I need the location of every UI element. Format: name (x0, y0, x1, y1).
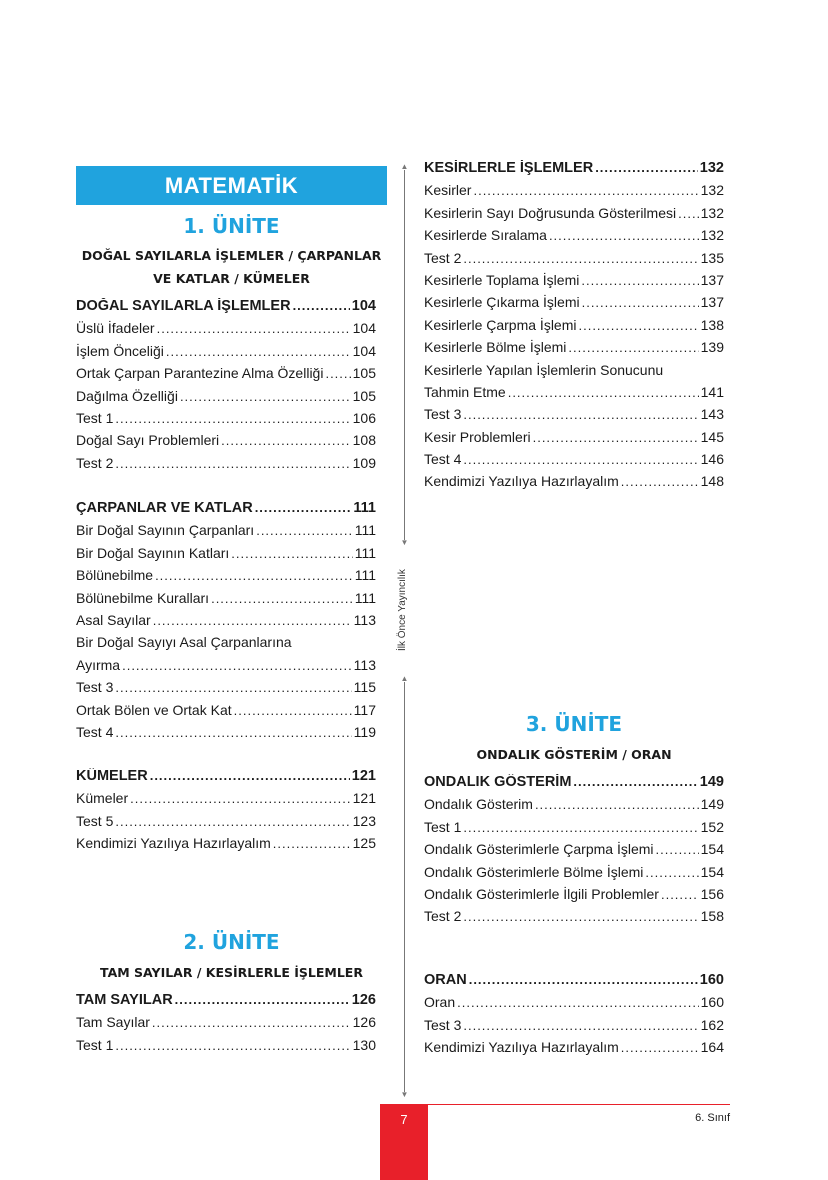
toc-entry[interactable] (424, 384, 724, 406)
toc-entry[interactable] (76, 1037, 376, 1059)
toc-entry-title: Test 3 (76, 679, 114, 696)
toc-entry[interactable] (424, 796, 724, 818)
toc-entry[interactable] (76, 1014, 376, 1036)
toc-entry[interactable] (424, 294, 724, 316)
toc-entry-title: İşlem Önceliği (76, 342, 164, 359)
toc-entry[interactable] (424, 362, 724, 384)
toc-entry-title: KESİRLERLE İŞLEMLER (424, 160, 594, 176)
toc-entry[interactable] (76, 545, 376, 567)
toc-entry[interactable] (76, 320, 376, 342)
toc-entry-title: Test 5 (76, 812, 114, 829)
toc-entry[interactable] (76, 432, 376, 454)
toc-entry-page: 109 (352, 454, 376, 471)
toc-entry-title: Ondalık Gösterimlerle İlgili Problemler (424, 885, 659, 902)
toc-entry-page: 104 (352, 342, 376, 359)
toc-leader-dots (115, 680, 351, 695)
toc-entry-title: Oran (424, 994, 456, 1011)
unit3-title: 3. ÜNİTE (525, 712, 623, 736)
toc-entry-page: 156 (700, 885, 724, 902)
toc-section-heading[interactable] (424, 774, 724, 796)
toc-entry-page: 132 (700, 182, 724, 199)
toc-leader-dots (457, 995, 699, 1010)
toc-entry-title: ÇARPANLAR VE KATLAR (76, 500, 253, 516)
toc-entry-title: Ondalık Gösterimlerle Çarpma İşlemi (424, 841, 654, 858)
unit1-subtitle (76, 244, 387, 290)
toc-entry-page: 158 (700, 908, 724, 925)
toc-entry-page: 113 (353, 656, 376, 673)
unit3-subtitle: ONDALIK GÖSTERİM / ORAN (476, 747, 672, 762)
toc-entry-page: 111 (354, 567, 376, 584)
toc-entry-title: Doğal Sayı Problemleri (76, 432, 220, 449)
toc-entry-title: Kümeler (76, 790, 129, 807)
toc-leader-dots (115, 456, 350, 471)
toc-entry-page: 105 (352, 387, 376, 404)
toc-leader-dots (255, 500, 352, 515)
toc-entry[interactable] (424, 317, 724, 339)
toc-entry-page: 105 (352, 365, 376, 382)
toc-entry-title: ONDALIK GÖSTERİM (424, 774, 572, 790)
toc-section-heading[interactable] (76, 500, 376, 522)
toc-leader-dots (293, 298, 350, 313)
toc-entry[interactable] (76, 388, 376, 410)
toc-entry-page: 132 (699, 160, 724, 176)
toc-leader-dots (621, 474, 699, 489)
toc-entry-title: Test 3 (424, 406, 462, 423)
toc-entry-title: Ortak Çarpan Parantezine Alma Özelliği (76, 365, 324, 382)
toc-entry[interactable] (76, 455, 376, 477)
toc-entry[interactable] (424, 473, 724, 495)
toc-leader-dots (234, 703, 352, 718)
toc-entry-page: 152 (700, 818, 724, 835)
toc-unit2-group1 (76, 992, 376, 1059)
toc-entry-page: 141 (700, 383, 724, 400)
toc-entry[interactable] (424, 1017, 724, 1039)
toc-entry[interactable] (76, 790, 376, 812)
toc-entry-page: 143 (700, 406, 724, 423)
publisher-label: İlk Önce Yayıncılık (397, 569, 408, 651)
toc-entry-page: 113 (353, 611, 376, 628)
toc-leader-dots (469, 972, 698, 987)
toc-entry[interactable] (424, 994, 724, 1016)
toc-entry-title: Kendimizi Yazılıya Hazırlayalım (424, 1039, 619, 1056)
unit2-subtitle: TAM SAYILAR / KESİRLERLE İŞLEMLER (100, 965, 363, 980)
toc-entry-title: ORAN (424, 972, 467, 988)
toc-entry-title: Ortak Bölen ve Ortak Kat (76, 701, 232, 718)
toc-leader-dots (656, 842, 699, 857)
toc-entry-title: Bölünebilme (76, 567, 154, 584)
toc-leader-dots (661, 887, 699, 902)
toc-entry[interactable] (76, 724, 376, 746)
toc-leader-dots (150, 768, 350, 783)
toc-section-heading[interactable] (76, 992, 376, 1014)
toc-entry[interactable] (424, 429, 724, 451)
toc-leader-dots (130, 791, 351, 806)
toc-entry-title: Test 2 (424, 908, 462, 925)
toc-leader-dots (152, 1015, 351, 1030)
toc-unit1-group2 (76, 500, 376, 746)
toc-entry[interactable] (76, 835, 376, 857)
toc-entry[interactable] (76, 813, 376, 835)
toc-entry[interactable] (76, 702, 376, 724)
divider-arrow-bottom-icon: ▼ (400, 1090, 409, 1099)
toc-entry-page: 148 (700, 473, 724, 490)
toc-leader-dots (115, 411, 350, 426)
toc-leader-dots (582, 295, 699, 310)
toc-entry-title: Ondalık Gösterim (424, 796, 533, 813)
toc-leader-dots (122, 658, 352, 673)
footer-line (428, 1104, 730, 1105)
toc-entry-title: Dağılma Özelliği (76, 387, 178, 404)
toc-entry-title: Test 2 (76, 454, 114, 471)
unit2-title: 2. ÜNİTE (183, 930, 280, 954)
toc-entry-page: 154 (700, 863, 724, 880)
toc-leader-dots (231, 546, 352, 561)
toc-unit1-group3 (76, 768, 376, 858)
toc-leader-dots (645, 865, 698, 880)
toc-entry[interactable] (424, 886, 724, 908)
toc-entry-page: 132 (700, 204, 724, 221)
toc-entry-title: Ayırma (76, 656, 121, 673)
toc-leader-dots (473, 183, 698, 198)
toc-entry-page: 149 (700, 796, 724, 813)
toc-entry-title: Kesir Problemleri (424, 428, 531, 445)
toc-entry-page: 160 (700, 994, 724, 1011)
toc-entry-title: Üslü İfadeler (76, 320, 155, 337)
toc-entry-title: Kesirlerin Sayı Doğrusunda Gösterilmesi (424, 204, 677, 221)
toc-entry[interactable] (76, 365, 376, 387)
toc-section-heading[interactable] (424, 972, 724, 994)
toc-entry-page: 132 (700, 227, 724, 244)
unit1-title: 1. ÜNİTE (183, 214, 280, 238)
toc-entry-page: 126 (352, 1014, 376, 1031)
toc-leader-dots (256, 523, 353, 538)
toc-leader-dots (211, 591, 353, 606)
toc-entry-title: Kesirlerle Çarpma İşlemi (424, 316, 577, 333)
toc-entry-title: Test 1 (424, 818, 462, 835)
toc-leader-dots (175, 992, 350, 1007)
toc-unit3-group2 (424, 972, 724, 1062)
toc-entry[interactable] (76, 567, 376, 589)
toc-leader-dots (166, 344, 351, 359)
toc-entry-page: 126 (351, 992, 376, 1008)
toc-entry-title: Kesirlerle Yapılan İşlemlerin Sonucunu (424, 361, 664, 378)
toc-entry-page: 137 (700, 271, 724, 288)
toc-entry-page: 104 (352, 320, 376, 337)
toc-entry-title: Kendimizi Yazılıya Hazırlayalım (76, 835, 271, 852)
toc-entry-page: 111 (354, 544, 376, 561)
toc-entry-title: Kesirlerle Çıkarma İşlemi (424, 294, 580, 311)
toc-leader-dots (573, 774, 697, 789)
toc-leader-dots (535, 797, 699, 812)
toc-leader-dots (325, 366, 350, 381)
page-number: 7 (400, 1112, 408, 1127)
toc-entry[interactable] (424, 339, 724, 361)
unit1-subtitle-line2: VE KATLAR / KÜMELER (153, 271, 310, 286)
toc-unit2-cont (424, 160, 724, 496)
toc-entry[interactable] (424, 819, 724, 841)
toc-entry-title: Tam Sayılar (76, 1014, 150, 1031)
toc-leader-dots (157, 321, 351, 336)
toc-entry[interactable] (424, 451, 724, 473)
toc-leader-dots (568, 340, 698, 355)
toc-leader-dots (533, 430, 699, 445)
toc-leader-dots (463, 820, 698, 835)
toc-entry-page: 121 (352, 790, 376, 807)
toc-entry-page: 139 (700, 339, 724, 356)
toc-leader-dots (180, 389, 351, 404)
toc-leader-dots (115, 1038, 350, 1053)
toc-entry-page: 138 (700, 316, 724, 333)
toc-entry[interactable] (76, 343, 376, 365)
toc-entry-page: 115 (353, 679, 376, 696)
toc-entry-title: Test 4 (76, 723, 114, 740)
toc-entry-title: Tahmin Etme (424, 383, 506, 400)
toc-entry-title: Test 1 (76, 1036, 114, 1053)
toc-entry-page: 145 (700, 428, 724, 445)
toc-entry[interactable] (76, 612, 376, 634)
toc-entry-title: KÜMELER (76, 768, 148, 784)
toc-entry-page: 149 (699, 774, 724, 790)
toc-entry-title: Test 3 (424, 1016, 462, 1033)
toc-entry-page: 106 (352, 409, 376, 426)
toc-entry-title: Bölünebilme Kuralları (76, 589, 210, 606)
toc-entry[interactable] (424, 1039, 724, 1061)
toc-entry-page: 137 (700, 294, 724, 311)
toc-leader-dots (463, 1018, 698, 1033)
page-number-box (380, 1104, 428, 1180)
toc-entry-page: 108 (352, 432, 376, 449)
toc-leader-dots (153, 613, 352, 628)
toc-entry-title: Kesirlerde Sıralama (424, 227, 547, 244)
toc-entry-title: Test 2 (424, 249, 462, 266)
toc-entry[interactable] (76, 634, 376, 656)
toc-entry[interactable] (424, 406, 724, 428)
toc-entry-page: 111 (354, 522, 376, 539)
toc-entry-title: Kesirlerle Toplama İşlemi (424, 271, 580, 288)
toc-entry-page: 119 (353, 723, 376, 740)
toc-leader-dots (678, 206, 699, 221)
toc-entry-title: Bir Doğal Sayının Çarpanları (76, 522, 255, 539)
toc-leader-dots (221, 433, 350, 448)
toc-entry-page: 162 (700, 1016, 724, 1033)
toc-entry-title: Bir Doğal Sayının Katları (76, 544, 230, 561)
divider-arrow-top-icon: ▲ (400, 162, 409, 171)
toc-entry-page: 121 (351, 768, 376, 784)
toc-entry[interactable] (424, 864, 724, 886)
toc-entry[interactable] (424, 182, 724, 204)
toc-unit3-group1 (424, 774, 724, 931)
subject-title: MATEMATİK (164, 172, 299, 198)
toc-entry[interactable] (424, 841, 724, 863)
toc-section-heading[interactable] (76, 768, 376, 790)
toc-entry-page: 111 (353, 500, 376, 516)
grade-label: 6. Sınıf (695, 1112, 730, 1124)
toc-entry[interactable] (76, 410, 376, 432)
toc-entry[interactable] (424, 250, 724, 272)
toc-entry-page: 160 (699, 972, 724, 988)
toc-leader-dots (115, 814, 350, 829)
toc-leader-dots (463, 909, 698, 924)
toc-entry-page: 135 (700, 249, 724, 266)
toc-entry-page: 104 (351, 298, 376, 314)
toc-entry-title: Kendimizi Yazılıya Hazırlayalım (424, 473, 619, 490)
toc-entry-title: Bir Doğal Sayıyı Asal Çarpanlarına (76, 634, 292, 651)
toc-entry[interactable] (424, 272, 724, 294)
toc-leader-dots (155, 568, 353, 583)
toc-entry-page: 125 (352, 835, 376, 852)
toc-entry-page: 123 (352, 812, 376, 829)
toc-entry[interactable] (424, 205, 724, 227)
toc-entry-title: Kesirler (424, 182, 472, 199)
toc-entry-page: 146 (700, 451, 724, 468)
toc-leader-dots (595, 160, 698, 175)
toc-leader-dots (581, 273, 698, 288)
divider-line-top (404, 170, 405, 540)
toc-leader-dots (578, 318, 698, 333)
toc-entry-title: Test 4 (424, 451, 462, 468)
toc-leader-dots (508, 385, 699, 400)
divider-arrow-mid-up-icon: ▲ (400, 674, 409, 683)
toc-entry-page: 117 (353, 701, 376, 718)
toc-leader-dots (115, 725, 351, 740)
toc-entry-page: 111 (354, 589, 376, 606)
divider-line-bottom (404, 682, 405, 1092)
subject-banner (76, 166, 387, 205)
toc-entry-title: Test 1 (76, 409, 114, 426)
toc-entry[interactable] (76, 679, 376, 701)
toc-section-heading[interactable] (424, 160, 724, 182)
toc-entry[interactable] (424, 227, 724, 249)
toc-leader-dots (273, 836, 351, 851)
toc-leader-dots (463, 407, 698, 422)
toc-section-heading[interactable] (76, 298, 376, 320)
unit1-subtitle-line1: DOĞAL SAYILARLA İŞLEMLER / ÇARPANLAR (81, 248, 382, 263)
toc-entry-title: Kesirlerle Bölme İşlemi (424, 339, 567, 356)
toc-entry[interactable] (76, 522, 376, 544)
toc-leader-dots (621, 1040, 699, 1055)
toc-entry-title: DOĞAL SAYILARLA İŞLEMLER (76, 298, 291, 314)
divider-arrow-mid-down-icon: ▼ (400, 538, 409, 547)
toc-entry-title: Asal Sayılar (76, 611, 151, 628)
toc-leader-dots (463, 452, 698, 467)
toc-unit1-group1 (76, 298, 376, 477)
toc-entry[interactable] (424, 908, 724, 930)
toc-entry-title: Ondalık Gösterimlerle Bölme İşlemi (424, 863, 644, 880)
toc-leader-dots (549, 228, 699, 243)
toc-entry-page: 154 (700, 841, 724, 858)
toc-entry-page: 130 (352, 1036, 376, 1053)
toc-entry[interactable] (76, 590, 376, 612)
toc-entry-title: TAM SAYILAR (76, 992, 173, 1008)
toc-entry-page: 164 (700, 1039, 724, 1056)
toc-leader-dots (463, 251, 698, 266)
toc-entry[interactable] (76, 657, 376, 679)
